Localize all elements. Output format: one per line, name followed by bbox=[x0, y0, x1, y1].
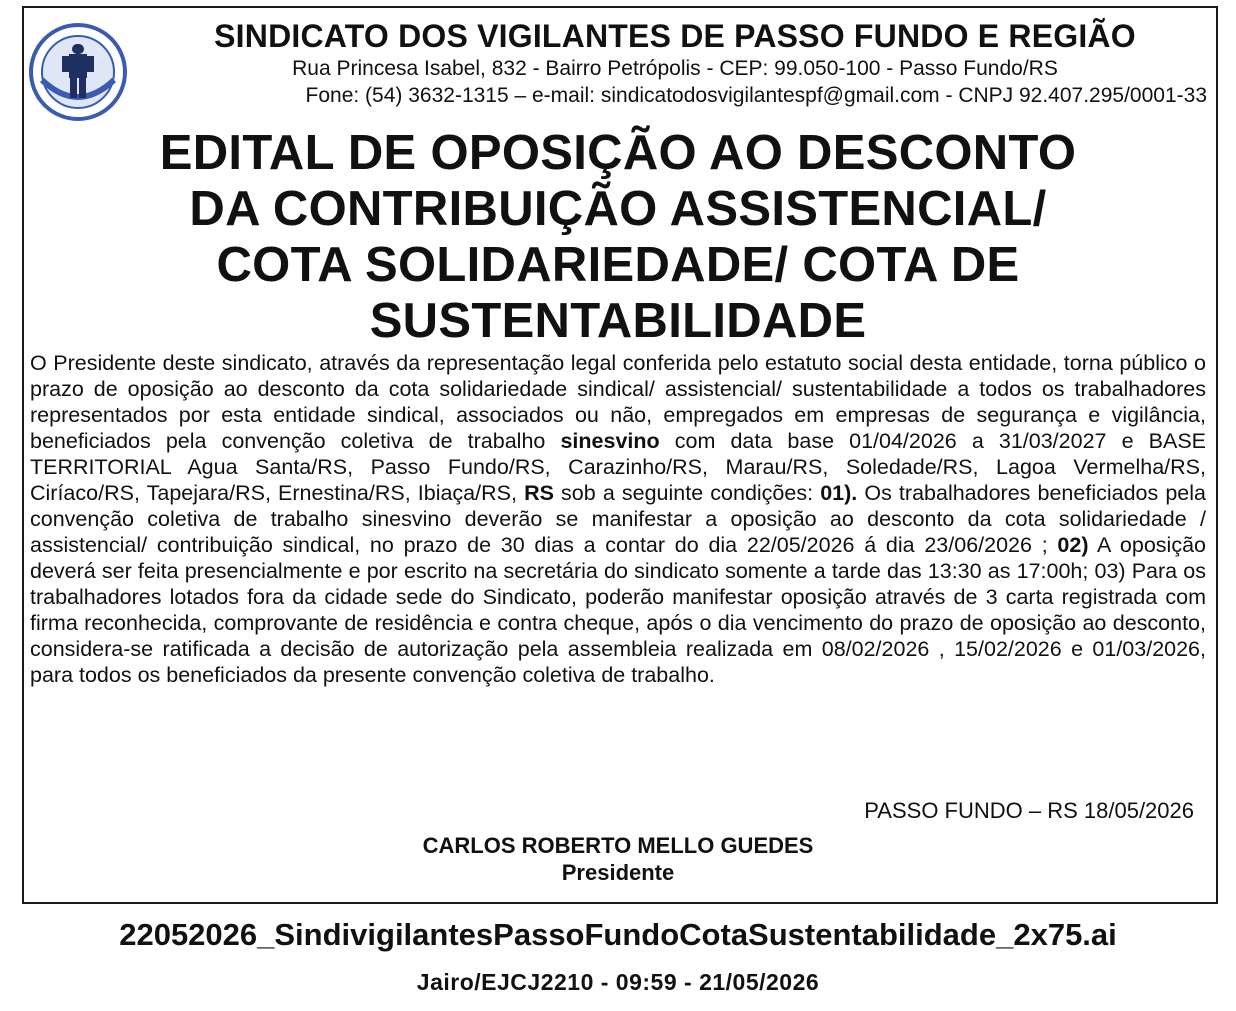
body-part-1: O Presidente deste sindicato, através da representação legal conferida pelo estatuto social desta entidade, torna público o prazo de oposição ao desconto da cota solidariedade sindical/ assistencial/ sustentabilidade a todos os trabalhadores representados por esta entidade sindical, associados ou não, empregados em empresas de segurança e vigilância, beneficiados pela convenção coletiva de trabalho bbox=[30, 351, 1206, 453]
title-line-1: EDITAL DE OPOSIÇÃO AO DESCONTO bbox=[159, 126, 1077, 180]
body-bold-rs: RS bbox=[524, 481, 554, 505]
body-bold-item-01: 01). bbox=[820, 481, 858, 505]
notice-body bbox=[30, 350, 1206, 688]
signature-block bbox=[30, 832, 1206, 886]
organization-address: Rua Princesa Isabel, 832 - Bairro Petrópolis - CEP: 99.050-100 - Passo Fundo/RS bbox=[292, 57, 1058, 80]
place-date: PASSO FUNDO – RS 18/05/2026 bbox=[864, 798, 1194, 823]
organization-contact: Fone: (54) 3632-1315 – e-mail: sindicatodosvigilantespf@gmail.com - CNPJ 92.407.295/0001-33 bbox=[305, 84, 1207, 107]
body-bold-sinesvino: sinesvino bbox=[560, 429, 660, 453]
letterhead bbox=[135, 10, 1215, 108]
notice-title bbox=[30, 125, 1206, 349]
title-line-3: COTA SOLIDARIEDADE/ COTA DE bbox=[216, 238, 1020, 292]
organization-name: SINDICATO DOS VIGILANTES DE PASSO FUNDO E REGIÃO bbox=[214, 18, 1136, 54]
union-seal-logo-icon bbox=[28, 22, 128, 122]
signer-name: CARLOS ROBERTO MELLO GUEDES bbox=[422, 833, 814, 858]
signer-role: Presidente bbox=[561, 860, 675, 885]
body-part-5: A oposição deverá ser feita presencialmente e por escrito na secretária do sindicato somente a tarde das 13:30 as 17:00h; 03) Para os trabalhadores lotados fora da cidade sede do Sindicato, poderão manifestar oposição através de 3 carta registrada com firma reconhecida, comprovante de residência e contra cheque, após o dia vencimento do prazo de oposição ao desconto, considera-se ratificada a decisão de autorização pela assembleia realizada em 08/02/2026 , 15/02/2026 e 01/03/2026, para todos os beneficiados da presente convenção coletiva de trabalho. bbox=[30, 533, 1206, 687]
file-name-label: 22052026_SindivigilantesPassoFundoCotaSustentabilidade_2x75.ai bbox=[119, 917, 1117, 952]
body-part-4: Os trabalhadores beneficiados pela convenção coletiva de trabalho sinesvino deverão se manifestar a oposição ao desconto da cota solidariedade / assistencial/ contribuição sindical, no prazo de 30 dias a contar do dia 22/05/2026 á dia 23/06/2026 ; bbox=[30, 481, 1206, 557]
body-part-3: sob a seguinte condições: bbox=[553, 481, 821, 505]
title-line-2: DA CONTRIBUIÇÃO ASSISTENCIAL/ bbox=[189, 182, 1047, 236]
job-stamp: Jairo/EJCJ2210 - 09:59 - 21/05/2026 bbox=[416, 969, 820, 995]
title-line-4: SUSTENTABILIDADE bbox=[369, 294, 867, 348]
body-part-2: com data base 01/04/2026 a 31/03/2027 e BASE TERRITORIAL Agua Santa/RS, Passo Fundo/RS, Carazinho/RS, Marau/RS, Soledade/RS, Lagoa Vermelha/RS, Ciríaco/RS, Tapejara/RS, Ernestina/RS, Ibiaça/RS, bbox=[30, 429, 1206, 505]
body-bold-item-02: 02) bbox=[1057, 533, 1089, 557]
